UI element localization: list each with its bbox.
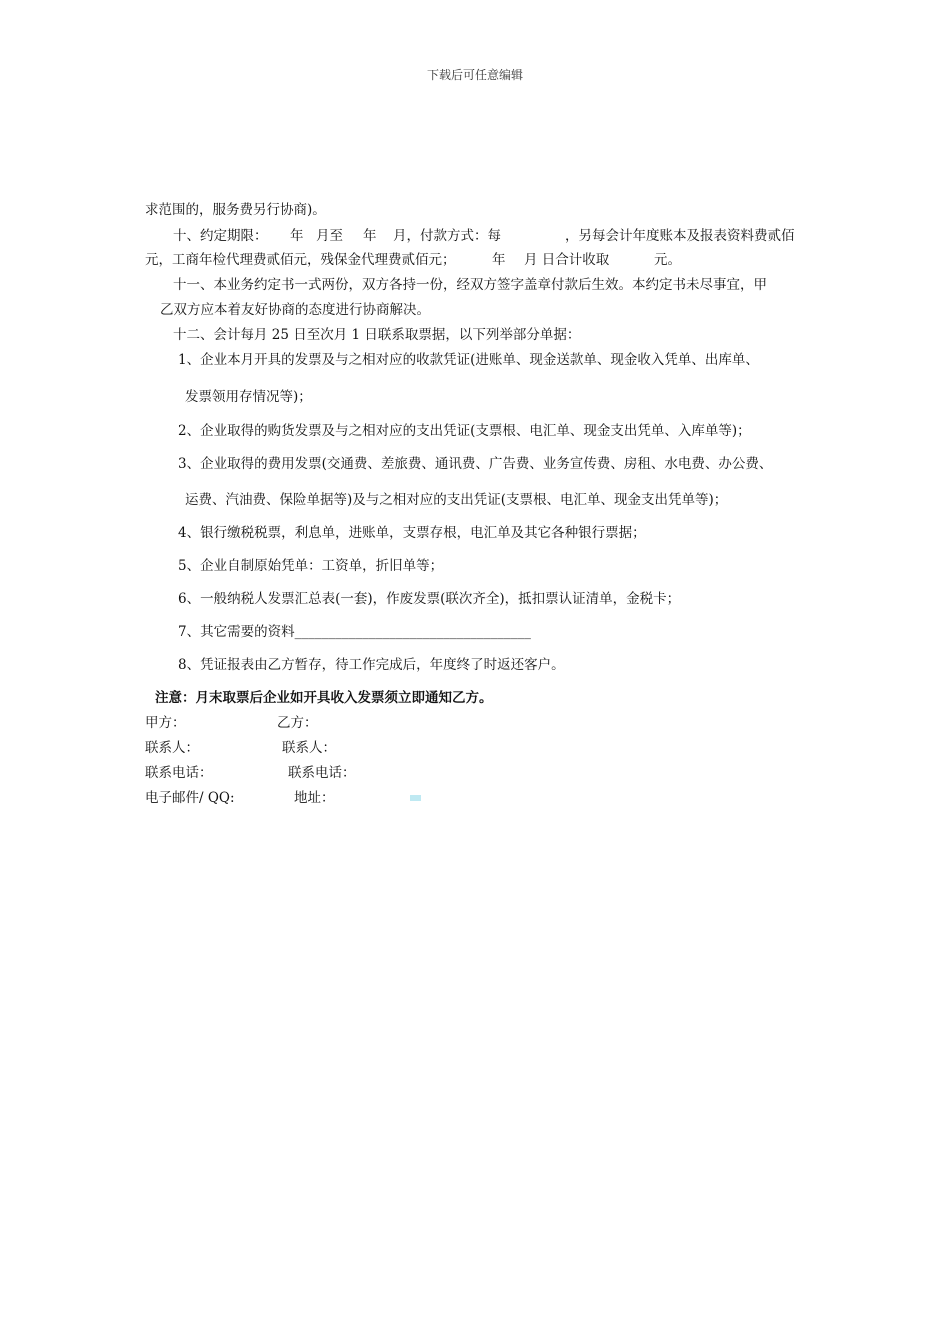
text-fragment: 年 — [290, 228, 304, 244]
list-item: 2、企业取得的购货发票及与之相对应的支出凭证(支票根、电汇单、现金支出凭单、入库单等)； — [178, 423, 751, 439]
phone-a-label: 联系电话： — [145, 765, 213, 781]
text-fragment: ，另每会计年度账本及报表资料费贰佰 — [565, 228, 795, 244]
contact-b-label: 联系人： — [282, 740, 336, 756]
phone-b-label: 联系电话： — [288, 765, 356, 781]
email-a-label: 电子邮件/ QQ: — [145, 790, 235, 806]
party-a-label: 甲方： — [145, 715, 186, 731]
paragraph-line: 十、约定期限： — [173, 228, 268, 244]
list-item: 5、企业自制原始凭单：工资单，折旧单等； — [178, 558, 444, 574]
paragraph-line: 十一、本业务约定书一式两份，双方各持一份，经双方签字盖章付款后生效。本约定书未尽事宜，甲 — [173, 277, 767, 293]
list-item: 1、企业本月开具的发票及与之相对应的收款凭证(进账单、现金送款单、现金收入凭单、出库单、 — [178, 352, 759, 368]
list-item: 7、其它需要的资料___________________________________ — [178, 624, 531, 640]
list-item-continued: 运费、汽油费、保险单据等)及与之相对应的支出凭证(支票根、电汇单、现金支出凭单等)； — [185, 492, 728, 508]
notice: 注意：月末取票后企业如开具收入发票须立即通知乙方。 — [155, 690, 493, 706]
text-fragment: 月，付款方式：每 — [393, 228, 501, 244]
list-item: 4、银行缴税税票，利息单，进账单，支票存根，电汇单及其它各种银行票据； — [178, 525, 646, 541]
paragraph-line: 十二、会计每月 25 日至次月 1 日联系取票据，以下列举部分单据： — [173, 327, 581, 343]
text-fragment: 月 日合计收取 — [524, 252, 610, 268]
contact-a-label: 联系人： — [145, 740, 199, 756]
paragraph-line: 求范围的，服务费另行协商)。 — [145, 202, 326, 218]
address-b-label: 地址： — [294, 790, 335, 806]
list-item: 3、企业取得的费用发票(交通费、差旅费、通讯费、广告费、业务宣传费、房租、水电费、办公费、 — [178, 456, 773, 472]
party-b-label: 乙方： — [277, 715, 318, 731]
list-item: 8、凭证报表由乙方暂存，待工作完成后，年度终了时返还客户。 — [178, 657, 565, 673]
paragraph-line: 元，工商年检代理费贰佰元，残保金代理费贰佰元； — [145, 252, 456, 268]
paragraph-line: 乙双方应本着友好协商的态度进行协商解决。 — [160, 302, 430, 318]
list-item: 6、一般纳税人发票汇总表(一套)，作废发票(联次齐全)，抵扣票认证清单，金税卡； — [178, 591, 681, 607]
list-item-continued: 发票领用存情况等)； — [185, 389, 312, 405]
text-fragment: 年 — [363, 228, 377, 244]
page-header: 下载后可任意编辑 — [426, 68, 523, 82]
text-fragment: 元。 — [654, 252, 681, 268]
text-fragment: 年 — [492, 252, 506, 268]
highlight-mark — [410, 795, 421, 801]
text-fragment: 月至 — [316, 228, 343, 244]
